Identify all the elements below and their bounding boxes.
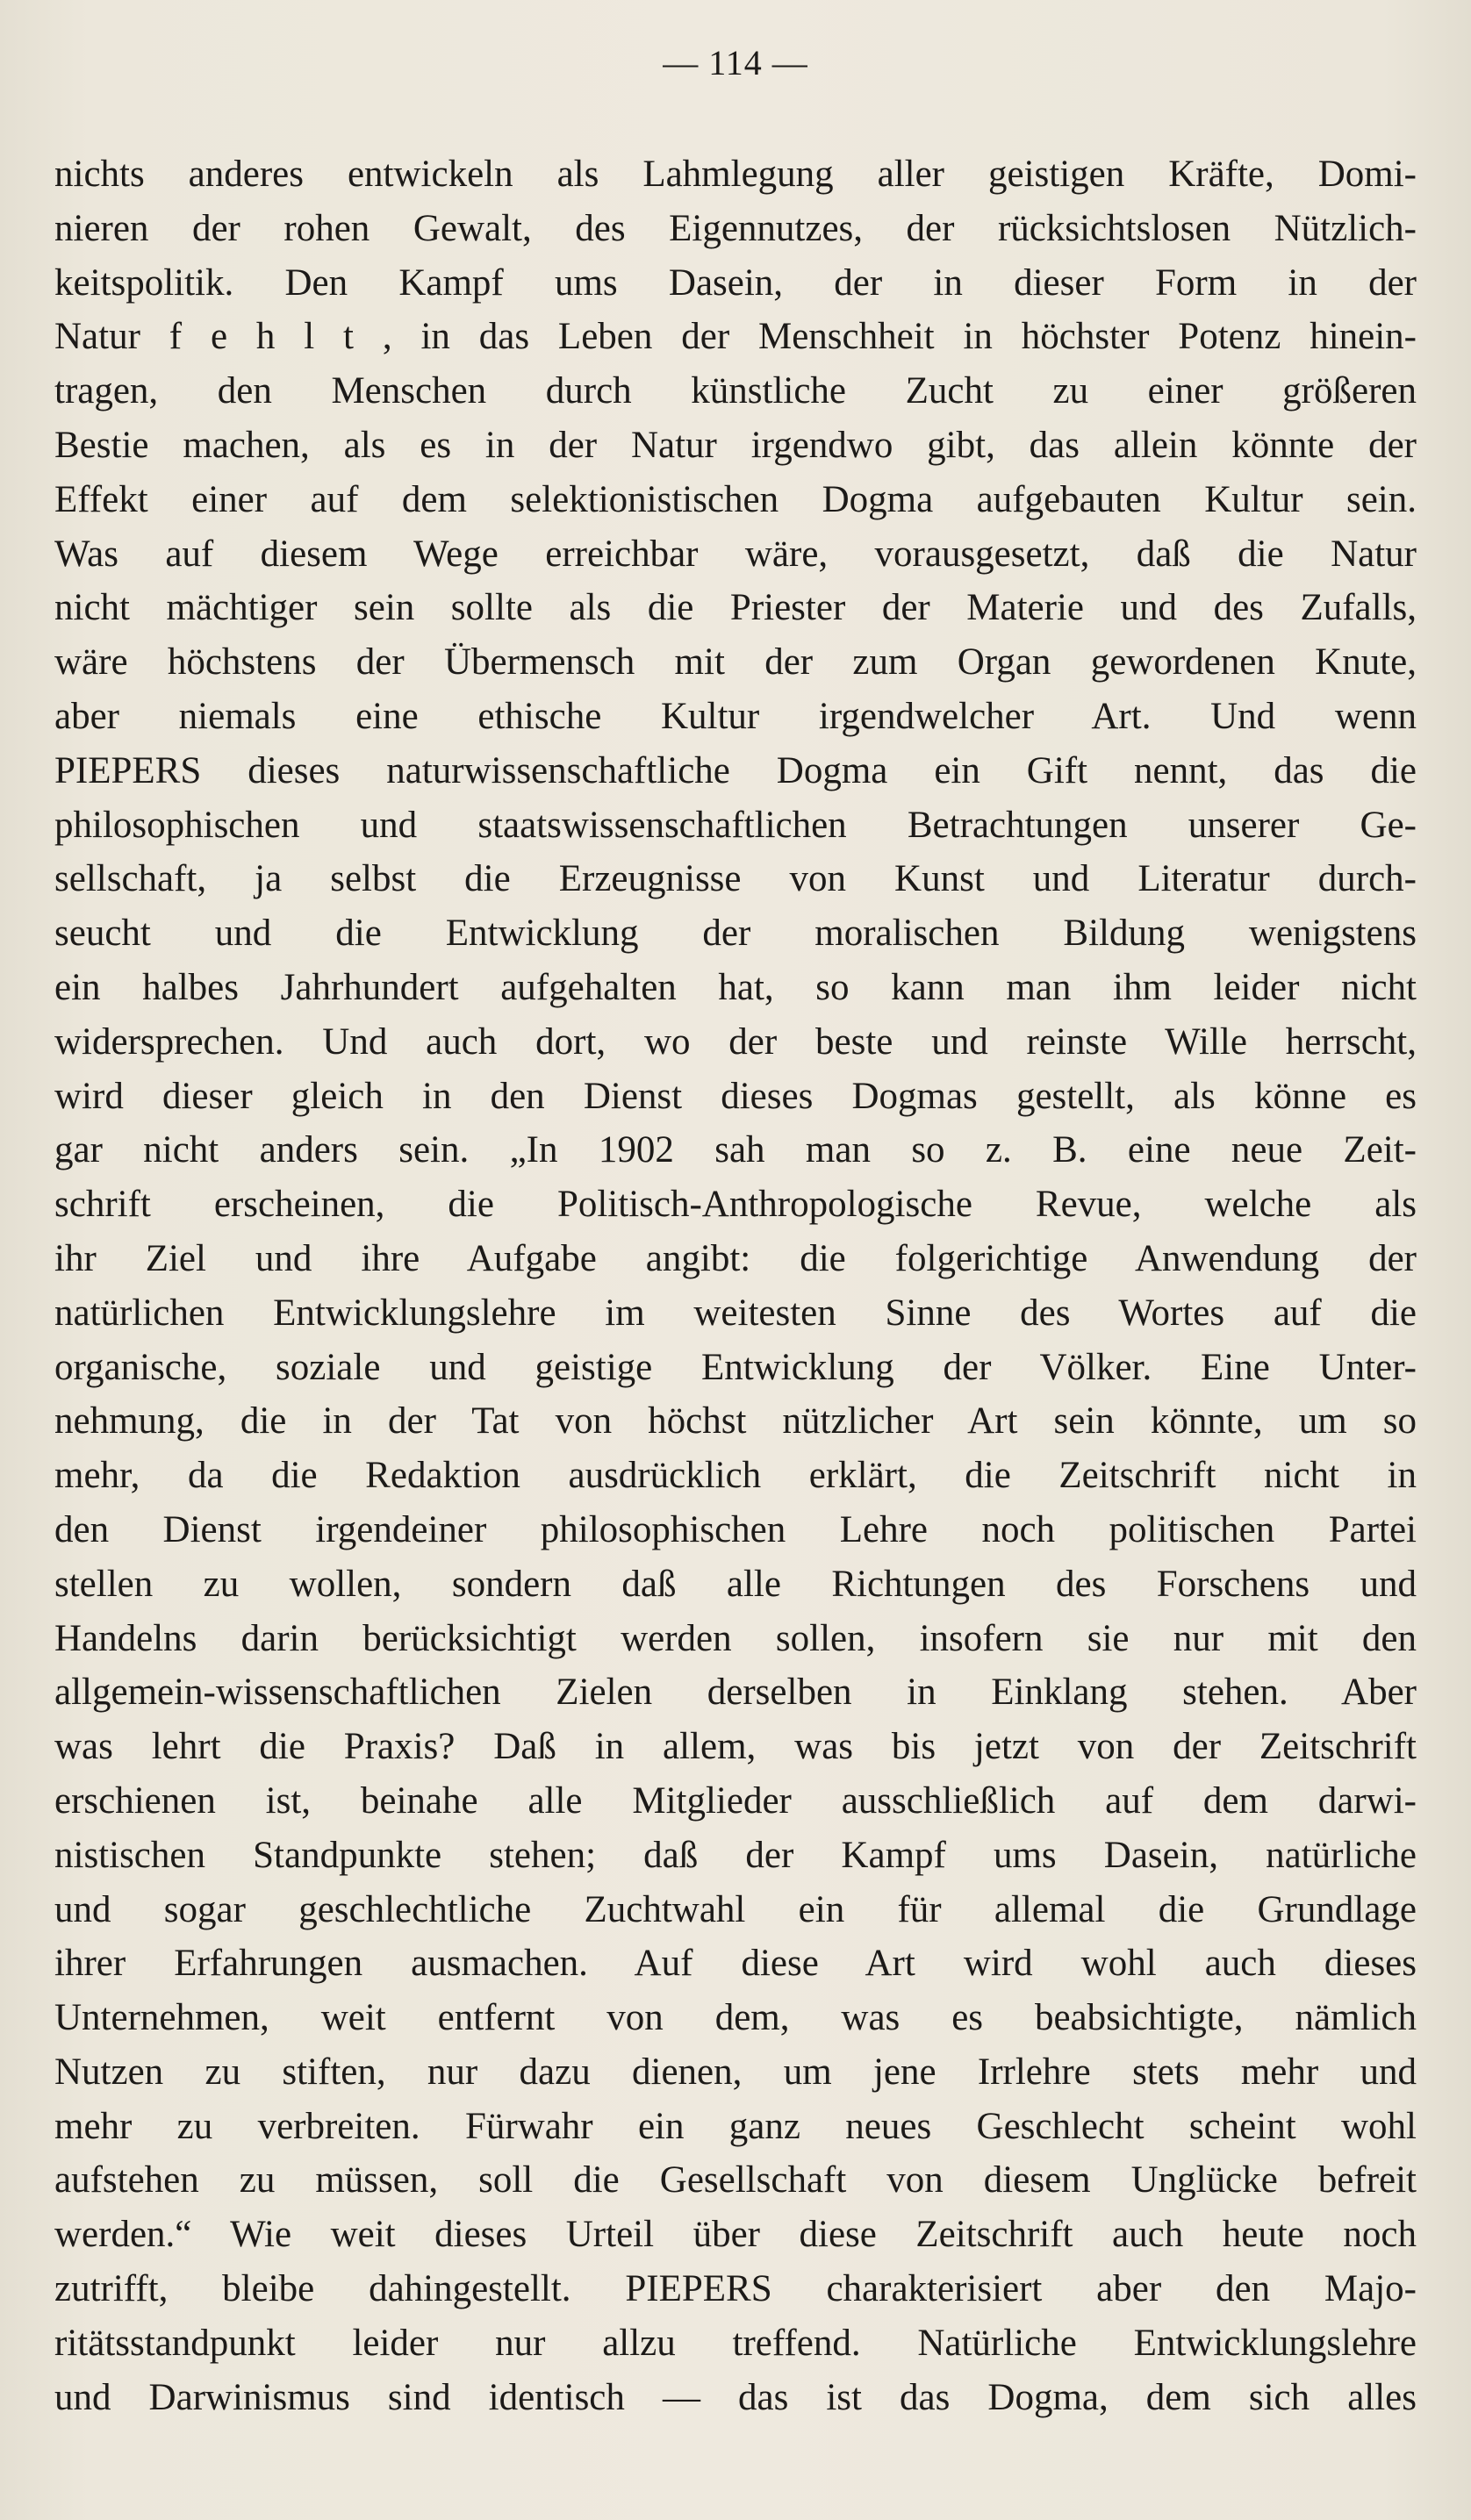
text-line: und sogar geschlechtliche Zuchtwahl ein für allemal die Grundlage (54, 1888, 1417, 1930)
text-line: sellschaft, ja selbst die Erzeugnisse von Kunst und Literatur durch- (54, 858, 1417, 900)
text-line: organische, soziale und geistige Entwicklung der Völker. Eine Unter- (54, 1346, 1417, 1388)
text-line: schrift erscheinen, die Politisch-Anthropologische Revue, welche als (54, 1184, 1417, 1226)
text-line: und Darwinismus sind identisch — das ist das Dogma, dem sich alles (54, 2376, 1417, 2418)
text-line: mehr, da die Redaktion ausdrücklich erklärt, die Zeitschrift nicht in (54, 1455, 1417, 1497)
text-line: wäre höchstens der Übermensch mit der zum Organ gewordenen Knute, (54, 641, 1417, 684)
text-line: gar nicht anders sein. „In 1902 sah man so z. B. eine neue Zeit- (54, 1129, 1417, 1171)
text-line: keitspolitik. Den Kampf ums Dasein, der in dieser Form in der (54, 261, 1417, 304)
text-line: natürlichen Entwicklungslehre im weitesten Sinne des Wortes auf die (54, 1292, 1417, 1334)
text-line: ritätsstandpunkt leider nur allzu treffend. Natürliche Entwicklungslehre (54, 2322, 1417, 2364)
text-line: Natur f e h l t , in das Leben der Menschheit in höchster Potenz hinein- (54, 316, 1417, 358)
text-line: Was auf diesem Wege erreichbar wäre, vorausgesetzt, daß die Natur (54, 533, 1417, 575)
text-line: ihrer Erfahrungen ausmachen. Auf diese Art wird wohl auch dieses (54, 1943, 1417, 1985)
text-line: aufstehen zu müssen, soll die Gesellschaft von diesem Unglücke befreit (54, 2159, 1417, 2201)
page-number-text: — 114 — (663, 43, 808, 82)
text-line: philosophischen und staatswissenschaftlichen Betrachtungen unserer Ge- (54, 804, 1417, 846)
text-line: nistischen Standpunkte stehen; daß der Kampf ums Dasein, natürliche (54, 1834, 1417, 1876)
text-line: Effekt einer auf dem selektionistischen Dogma aufgebauten Kultur sein. (54, 478, 1417, 520)
text-line: nehmung, die in der Tat von höchst nützlicher Art sein könnte, um so (54, 1400, 1417, 1443)
text-line: nieren der rohen Gewalt, des Eigennutzes, der rücksichtslosen Nützlich- (54, 207, 1417, 249)
text-line: seucht und die Entwicklung der moralischen Bildung wenigstens (54, 913, 1417, 955)
text-line: nichts anderes entwickeln als Lahmlegung aller geistigen Kräfte, Domi- (54, 154, 1417, 195)
text-line: Bestie machen, als es in der Natur irgendwo gibt, das allein könnte der (54, 424, 1417, 466)
text-line: widersprechen. Und auch dort, wo der beste und reinste Wille herrscht, (54, 1020, 1417, 1063)
page-number (0, 43, 1471, 82)
text-line: allgemein-wissenschaftlichen Zielen derselben in Einklang stehen. Aber (54, 1672, 1417, 1714)
text-line: Unternehmen, weit entfernt von dem, was es beabsichtigte, nämlich (54, 1997, 1417, 2039)
text-line: ihr Ziel und ihre Aufgabe angibt: die folgerichtige Anwendung der (54, 1237, 1417, 1279)
text-line: stellen zu wollen, sondern daß alle Richtungen des Forschens und (54, 1563, 1417, 1605)
body-text (54, 147, 1417, 2424)
text-line: ein halbes Jahrhundert aufgehalten hat, so kann man ihm leider nicht (54, 966, 1417, 1008)
text-line: aber niemals eine ethische Kultur irgendwelcher Art. Und wenn (54, 695, 1417, 737)
text-line: werden.“ Wie weit dieses Urteil über diese Zeitschrift auch heute noch (54, 2214, 1417, 2256)
text-line: nicht mächtiger sein sollte als die Priester der Materie und des Zufalls, (54, 587, 1417, 629)
text-line: erschienen ist, beinahe alle Mitglieder ausschließlich auf dem darwi- (54, 1779, 1417, 1822)
text-line: was lehrt die Praxis? Daß in allem, was bis jetzt von der Zeitschrift (54, 1726, 1417, 1768)
text-line: PIEPERS dieses naturwissenschaftliche Dogma ein Gift nennt, das die (54, 749, 1417, 791)
text-line: Nutzen zu stiften, nur dazu dienen, um jene Irrlehre stets mehr und (54, 2051, 1417, 2093)
text-line: wird dieser gleich in den Dienst dieses Dogmas gestellt, als könne es (54, 1075, 1417, 1117)
text-line: mehr zu verbreiten. Fürwahr ein ganz neues Geschlecht scheint wohl (54, 2105, 1417, 2147)
text-line: den Dienst irgendeiner philosophischen Lehre noch politischen Partei (54, 1508, 1417, 1550)
text-line: tragen, den Menschen durch künstliche Zucht zu einer größeren (54, 370, 1417, 412)
text-line: Handelns darin berücksichtigt werden sollen, insofern sie nur mit den (54, 1617, 1417, 1659)
text-line: zutrifft, bleibe dahingestellt. PIEPERS charakterisiert aber den Majo- (54, 2268, 1417, 2310)
